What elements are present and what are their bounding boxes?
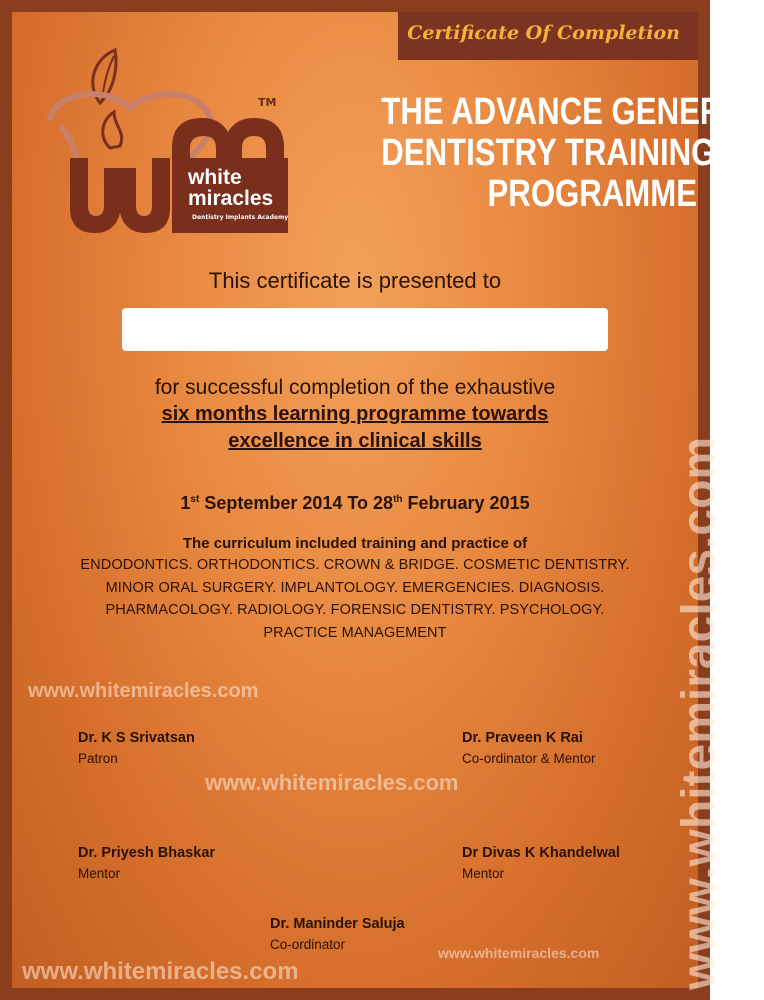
curriculum-subjects-2: MINOR ORAL SURGERY. IMPLANTOLOGY. EMERGENCIES. DIAGNOSIS.: [105, 580, 605, 596]
date-start-suffix: st: [190, 494, 200, 505]
brand-tagline: Dentistry Implants Academy: [192, 214, 289, 221]
signatory-name: Dr. Maninder Saluja: [270, 916, 405, 932]
date-end-suffix: th: [393, 494, 403, 505]
title-line-2: DENTISTRY TRAINING: [381, 132, 716, 174]
curriculum-subjects-4: PRACTICE MANAGEMENT: [263, 625, 447, 641]
signatory-coordinator-mentor: [462, 730, 596, 766]
signatory-name: Dr Divas K Khandelwal: [462, 845, 620, 861]
title-line-3: PROGRAMME: [487, 173, 697, 215]
signatory-role: Co-ordinator & Mentor: [462, 751, 596, 766]
brand-word-white: white: [188, 166, 242, 189]
curriculum-heading: The curriculum included training and practice of: [182, 535, 528, 552]
watermark-text: www.whitemiracles.com: [22, 958, 299, 985]
vertical-watermark-text: www.whitemiracles.com: [673, 436, 726, 990]
certificate-tab: [398, 12, 698, 60]
completion-text: for successful completion of the exhaustive: [154, 376, 556, 399]
signatory-coordinator: [270, 916, 405, 952]
signatory-patron: [78, 730, 195, 766]
programme-title: [381, 91, 764, 215]
recipient-name-field[interactable]: [122, 308, 608, 351]
signatory-role: Mentor: [462, 866, 505, 881]
programme-description-2: excellence in clinical skills: [228, 430, 482, 452]
certificate-tab-label: Certificate Of Completion: [407, 22, 680, 44]
watermark-text: www.whitemiracles.com: [205, 770, 459, 795]
signatory-role: Patron: [78, 751, 118, 766]
signatory-role: Mentor: [78, 866, 121, 881]
date-end-rest: February 2015: [402, 493, 530, 513]
signatory-mentor-1: [78, 845, 215, 881]
trademark-mark: TM: [258, 96, 277, 109]
watermark-text: www.whitemiracles.com: [28, 680, 259, 702]
title-line-1: THE ADVANCE GENERAL: [381, 91, 764, 133]
signatory-role: Co-ordinator: [270, 937, 346, 952]
signatory-name: Dr. Priyesh Bhaskar: [78, 845, 216, 861]
watermark-text: www.whitemiracles.com: [438, 945, 600, 961]
signatory-name: Dr. K S Srivatsan: [78, 730, 195, 746]
presented-to-text: This certificate is presented to: [208, 268, 502, 293]
signatory-name: Dr. Praveen K Rai: [462, 730, 583, 746]
date-start-day: 1: [180, 493, 191, 513]
brand-word-miracles: miracles: [188, 187, 274, 210]
date-start-rest: September 2014 To 28: [199, 493, 394, 513]
signatory-mentor-2: [462, 845, 620, 881]
programme-description-1: six months learning programme towards: [161, 403, 549, 425]
programme-dates: [0, 493, 710, 514]
curriculum-subjects-1: ENDODONTICS. ORTHODONTICS. CROWN & BRIDGE. COSMETIC DENTISTRY.: [80, 557, 630, 573]
curriculum-subjects-3: PHARMACOLOGY. RADIOLOGY. FORENSIC DENTISTRY. PSYCHOLOGY.: [105, 602, 605, 618]
